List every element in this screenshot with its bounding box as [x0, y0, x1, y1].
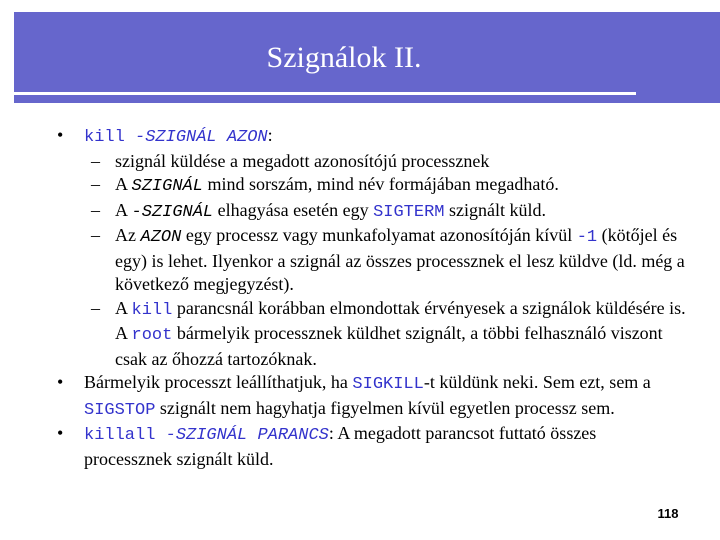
- sub-item-1: [0, 150, 720, 174]
- bullet-mark: •: [57, 423, 64, 443]
- sub-item-3: [0, 199, 720, 225]
- bullet-sigkill: [0, 371, 720, 422]
- sub-text: A: [115, 297, 132, 318]
- sub-text: szignált küld.: [444, 199, 546, 220]
- sub-text: szignál küldése a megadott azonosítójú processznek: [115, 150, 490, 171]
- killall-command: killall: [84, 426, 156, 445]
- code-root: root: [131, 326, 173, 345]
- code-szignal: SZIGNÁL: [131, 177, 203, 196]
- kill-command: kill: [84, 128, 125, 147]
- bullet-killall: [0, 422, 720, 471]
- title-underline: [14, 92, 636, 95]
- code-sigstop: SIGSTOP: [84, 400, 156, 420]
- sub-item-2: [0, 173, 720, 199]
- code-minus-szignal: -SZIGNÁL: [131, 202, 214, 222]
- slide-content: [0, 124, 720, 471]
- bullet-text: szignált nem hagyhatja figyelmen kívül egyetlen processz sem.: [155, 397, 615, 418]
- code-kill: kill: [131, 300, 173, 320]
- sub-item-5: [0, 297, 720, 372]
- sub-text: bármelyik processznek küldhet szignált, a többi felhasználó viszont csak az őhozzá tartozóknak.: [115, 323, 663, 369]
- code-azon: AZON: [140, 228, 182, 247]
- bullet-text: -t küldünk neki. Sem ezt, sem a: [423, 372, 651, 392]
- sub-text: A: [115, 199, 132, 220]
- sub-text: mind sorszám, mind név formájában megadható.: [202, 174, 559, 194]
- sub-text: (kötőjel és egy) is lehet. Ilyenkor a szignál az összes processznek el lesz küldve (ld. még a következő megjegyzést).: [115, 225, 685, 294]
- dash-mark: –: [91, 225, 100, 245]
- kill-arguments: -SZIGNÁL AZON: [124, 128, 268, 147]
- killall-arguments: -SZIGNÁL PARANCS: [155, 426, 329, 445]
- dash-mark: –: [91, 174, 100, 194]
- dash-mark: –: [91, 150, 100, 171]
- code-minus-one: -1: [576, 228, 598, 247]
- bullet-text: Bármelyik processzt leállíthatjuk, ha: [84, 372, 353, 392]
- bullet-mark: •: [57, 125, 64, 145]
- sub-text: A: [115, 174, 132, 194]
- bullet-text: : A megadott parancsot futtató összes processznek szignált küld.: [84, 423, 597, 469]
- dash-mark: –: [91, 199, 100, 220]
- bullet-mark: •: [57, 372, 64, 392]
- slide-title: Szignálok II.: [266, 40, 422, 74]
- sub-text: elhagyása esetén egy: [213, 199, 374, 220]
- code-sigkill: SIGKILL: [352, 375, 424, 394]
- page-number: 118: [657, 506, 679, 521]
- sub-item-4: [0, 224, 720, 297]
- kill-colon: :: [267, 125, 273, 145]
- dash-mark: –: [91, 297, 100, 318]
- sub-text: parancsnál korábban elmondottak érvényesek a szignálok küldésére is. A: [115, 297, 686, 343]
- sub-text: Az: [115, 225, 141, 245]
- bullet-kill: [0, 124, 720, 150]
- sub-text: egy processz vagy munkafolyamat azonosítóján kívül: [181, 225, 577, 245]
- code-sigterm: SIGTERM: [373, 202, 445, 222]
- title-bar: [14, 12, 720, 103]
